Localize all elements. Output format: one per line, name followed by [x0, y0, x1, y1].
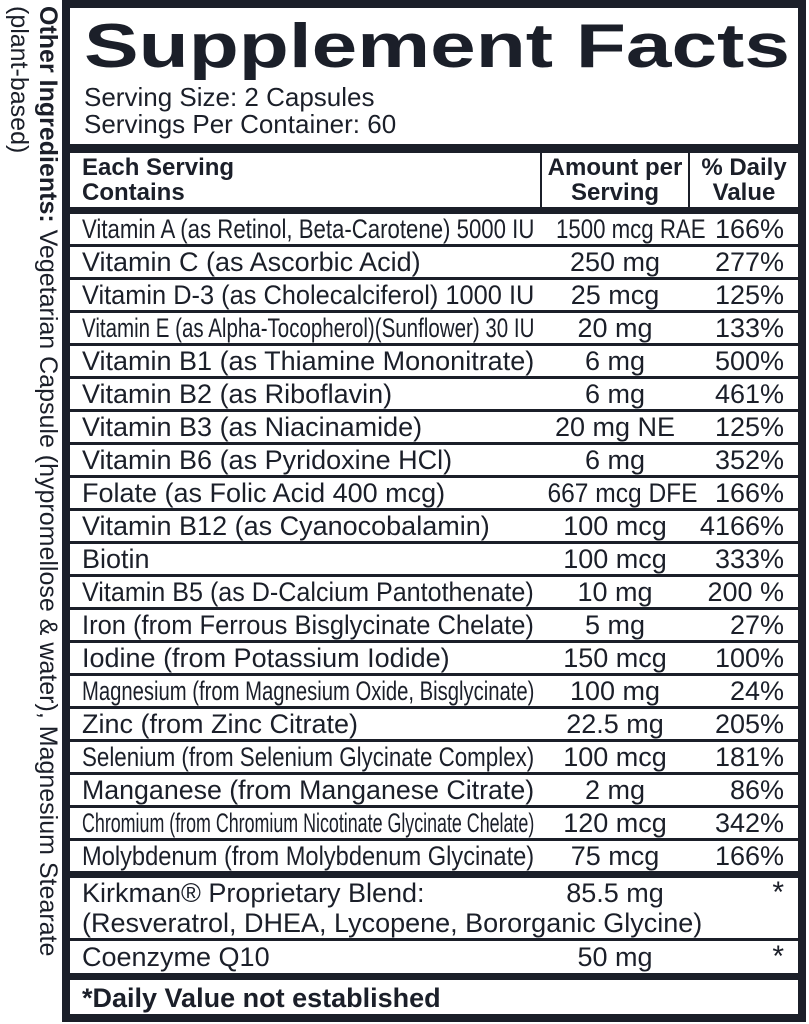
amount-value: 2 mg — [584, 774, 646, 805]
daily-value: 125% — [714, 279, 784, 310]
daily-value: 4166% — [699, 510, 784, 541]
table-row — [70, 409, 798, 442]
amount-value: 6 mg — [584, 444, 646, 475]
daily-value: 27% — [729, 609, 784, 640]
daily-value: 133% — [714, 312, 784, 343]
table-row — [70, 442, 798, 475]
coq10-row — [70, 941, 798, 973]
table-row — [70, 343, 798, 376]
amount-value: 25 mcg — [570, 279, 660, 310]
amount-value: 20 mg NE — [554, 411, 676, 442]
ingredient-name: Vitamin C (as Ascorbic Acid) — [82, 246, 421, 277]
table-row — [70, 214, 798, 244]
daily-value: 205% — [714, 708, 784, 739]
table-body — [70, 214, 798, 871]
amount-value: 75 mcg — [570, 840, 660, 871]
table-row — [70, 277, 798, 310]
coq10-amount: 50 mg — [577, 941, 653, 972]
ingredient-name: Folate (as Folic Acid 400 mcg) — [82, 477, 446, 508]
amount-value: 100 mcg — [563, 543, 667, 574]
table-row — [70, 640, 798, 673]
table-row — [70, 673, 798, 706]
table-row — [70, 508, 798, 541]
ingredient-name: Iron (from Ferrous Bisglycinate Chelate) — [82, 609, 534, 640]
header-each-serving-line2: Contains — [82, 179, 185, 206]
divider-thick-above-footnote — [70, 973, 798, 980]
amount-value: 250 mg — [569, 246, 661, 277]
ingredient-name: Selenium (from Selenium Glycinate Complex) — [82, 741, 535, 772]
ingredient-name: Vitamin A (as Retinol, Beta-Carotene) 5000 IU — [82, 213, 535, 244]
ingredient-name: Vitamin B2 (as Riboflavin) — [82, 378, 393, 409]
other-ingredients-label: Other Ingredients: — [34, 6, 62, 223]
plant-based-note: (plant-based) — [5, 6, 33, 154]
daily-value: 166% — [714, 477, 784, 508]
ingredient-name: Biotin — [82, 543, 150, 574]
amount-value: 100 mg — [569, 675, 661, 706]
servings-per-container: Servings Per Container: 60 — [84, 109, 397, 139]
footnote: *Daily Value not established — [82, 983, 441, 1013]
header-amount-line1: Amount per — [547, 154, 683, 181]
header-each-serving — [70, 153, 540, 207]
header-dv-line2: Value — [712, 179, 776, 206]
daily-value: 86% — [729, 774, 784, 805]
table-row — [70, 607, 798, 640]
amount-value: 667 mcg DFE — [547, 477, 698, 508]
ingredient-name: Zinc (from Zinc Citrate) — [82, 708, 359, 739]
daily-value: 342% — [714, 807, 784, 838]
table-row — [70, 244, 798, 277]
table-row — [70, 376, 798, 409]
daily-value: 100% — [714, 642, 784, 673]
blend-row — [70, 878, 798, 938]
amount-value: 150 mcg — [563, 642, 667, 673]
ingredient-name: Vitamin B6 (as Pyridoxine HCl) — [82, 444, 453, 475]
header-dv-line1: % Daily — [701, 154, 787, 181]
coq10-name: Coenzyme Q10 — [82, 941, 270, 972]
ingredient-name: Chromium (from Chromium Nicotinate Glycinate Chelate) — [82, 807, 535, 838]
blend-name: Kirkman® Proprietary Blend: — [82, 877, 425, 908]
blend-amount: 85.5 mg — [566, 877, 664, 908]
ingredient-name: Vitamin B5 (as D-Calcium Pantothenate) — [82, 576, 534, 607]
daily-value: 352% — [714, 444, 784, 475]
panel-title: Supplement Facts — [84, 12, 790, 81]
daily-value: 166% — [714, 213, 784, 244]
title-row — [84, 12, 798, 84]
divider-thick-top — [70, 144, 798, 153]
table-row — [70, 772, 798, 805]
amount-value: 10 mg — [577, 576, 653, 607]
ingredient-name: Vitamin D-3 (as Cholecalciferol) 1000 IU — [82, 279, 535, 310]
daily-value: 277% — [714, 246, 784, 277]
amount-value: 22.5 mg — [566, 708, 664, 739]
table-row — [70, 574, 798, 607]
amount-value: 1500 mcg RAE — [555, 213, 706, 244]
daily-value: 500% — [714, 345, 784, 376]
table-row — [70, 838, 798, 871]
amount-value: 6 mg — [584, 378, 646, 409]
table-row — [70, 475, 798, 508]
ingredient-name: Vitamin B12 (as Cyanocobalamin) — [82, 510, 490, 541]
table-row — [70, 805, 798, 838]
ingredient-name: Magnesium (from Magnesium Oxide, Bisglycinate) — [82, 675, 535, 706]
ingredient-name: Vitamin E (as Alpha-Tocopherol)(Sunflower) 30 IU — [82, 312, 535, 343]
amount-value: 100 mcg — [563, 741, 667, 772]
blend-daily-value: * — [772, 876, 784, 909]
ingredient-name: Iodine (from Potassium Iodide) — [82, 642, 450, 673]
amount-value: 100 mcg — [563, 510, 667, 541]
table-row — [70, 739, 798, 772]
ingredient-name: Manganese (from Manganese Citrate) — [82, 774, 535, 805]
table-header — [70, 153, 798, 207]
supplement-facts-panel — [62, 0, 806, 1022]
daily-value: 125% — [714, 411, 784, 442]
other-ingredients-value: Vegetarian Capsule (hypromellose & water), Magnesium Stearate — [34, 222, 62, 957]
table-row — [70, 706, 798, 739]
amount-value: 5 mg — [584, 609, 646, 640]
ingredient-name: Molybdenum (from Molybdenum Glycinate) — [82, 840, 535, 871]
coq10-daily-value: * — [772, 940, 784, 973]
other-ingredients-sidebar — [0, 0, 62, 1024]
daily-value: 200 % — [707, 576, 784, 607]
ingredient-name: Vitamin B3 (as Niacinamide) — [82, 411, 423, 442]
daily-value: 181% — [714, 741, 784, 772]
daily-value: 461% — [714, 378, 784, 409]
header-amount-line2: Serving — [570, 179, 660, 206]
other-ingredients-vertical-text — [0, 0, 62, 1024]
header-amount-per-serving — [540, 153, 690, 207]
serving-size: Serving Size: 2 Capsules — [84, 82, 375, 112]
blend-components: (Resveratrol, DHEA, Lycopene, Bororganic Glycine) — [82, 908, 703, 938]
daily-value: 166% — [714, 840, 784, 871]
table-row — [70, 310, 798, 343]
daily-value: 24% — [729, 675, 784, 706]
amount-value: 6 mg — [584, 345, 646, 376]
amount-value: 20 mg — [577, 312, 653, 343]
ingredient-name: Vitamin B1 (as Thiamine Mononitrate) — [82, 345, 535, 376]
amount-value: 120 mcg — [563, 807, 667, 838]
header-daily-value — [690, 153, 798, 207]
header-each-serving-line1: Each Serving — [82, 154, 235, 181]
table-row — [70, 541, 798, 574]
daily-value: 333% — [714, 543, 784, 574]
